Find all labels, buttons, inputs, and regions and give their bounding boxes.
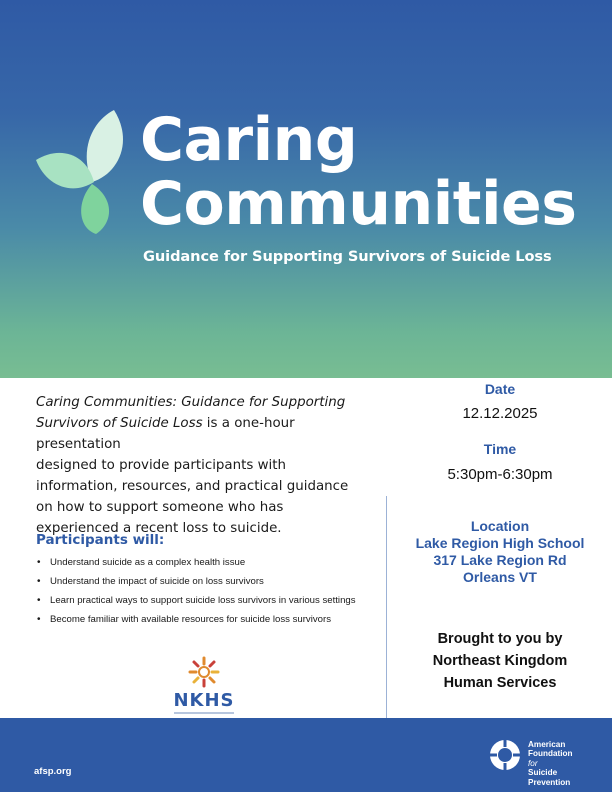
intro-line-3: designed to provide participants with [36, 458, 287, 473]
intro-italic-title-line-1: Caring Communities: Guidance for Supporting [36, 395, 346, 410]
intro-paragraph [36, 392, 366, 539]
date-value: 12.12.2025 [462, 405, 538, 422]
page-subtitle: Guidance for Supporting Survivors of Suicide Loss [143, 248, 552, 265]
sponsor-line-1: Brought to you by [437, 631, 563, 647]
intro-line-5: on how to support someone who has [36, 500, 284, 515]
afsp-line-2: Foundation [528, 749, 573, 759]
title-line-1: Caring [140, 105, 358, 175]
list-item: • Understand the impact of suicide on loss survivors [36, 576, 381, 595]
afsp-logo-text [528, 740, 573, 787]
footer-url-link[interactable]: afsp.org [34, 766, 72, 777]
intro-line-6: experienced a recent loss to suicide. [36, 521, 282, 536]
title-line-2: Communities [140, 169, 577, 239]
footer-bar [0, 718, 612, 792]
life-ring-icon [488, 738, 522, 772]
afsp-line-3: for [528, 758, 538, 768]
time-label: Time [483, 441, 517, 457]
afsp-line-4: Suicide [528, 768, 558, 778]
list-item: • Become familiar with available resources for suicide loss survivors [36, 614, 381, 633]
location-city: Orleans VT [463, 569, 537, 585]
location-name: Lake Region High School [415, 535, 585, 551]
intro-line-4: information, resources, and practical guidance [36, 479, 349, 494]
location-street: 317 Lake Region Rd [433, 552, 567, 568]
nkhs-logo-text: NKHS [173, 690, 235, 711]
page-title [140, 105, 577, 239]
list-item: • Learn practical ways to support suicide loss survivors in various settings [36, 595, 381, 614]
sponsor-line-2: Northeast Kingdom [432, 653, 568, 669]
location-label: Location [470, 518, 530, 534]
time-value: 5:30pm-6:30pm [447, 466, 553, 483]
date-label: Date [484, 381, 516, 397]
nkhs-sunburst-icon [188, 656, 220, 688]
participants-list [36, 557, 381, 633]
location-block [388, 518, 612, 586]
nkhs-tagline-bar [174, 712, 234, 714]
sponsor-line-3: Human Services [443, 675, 557, 691]
hero-banner [0, 0, 612, 378]
intro-italic-title-line-2: Survivors of Suicide Loss [36, 416, 203, 431]
participants-heading: Participants will: [36, 532, 165, 548]
sponsor-block [388, 628, 612, 694]
list-item: • Understand suicide as a complex health issue [36, 557, 381, 576]
afsp-line-1: American [528, 740, 566, 749]
afsp-line-5: Prevention [528, 777, 571, 787]
nkhs-logo [168, 654, 240, 720]
intro-text-part-1: is a one-hour presentation [36, 416, 295, 452]
three-leaf-icon [34, 106, 146, 238]
